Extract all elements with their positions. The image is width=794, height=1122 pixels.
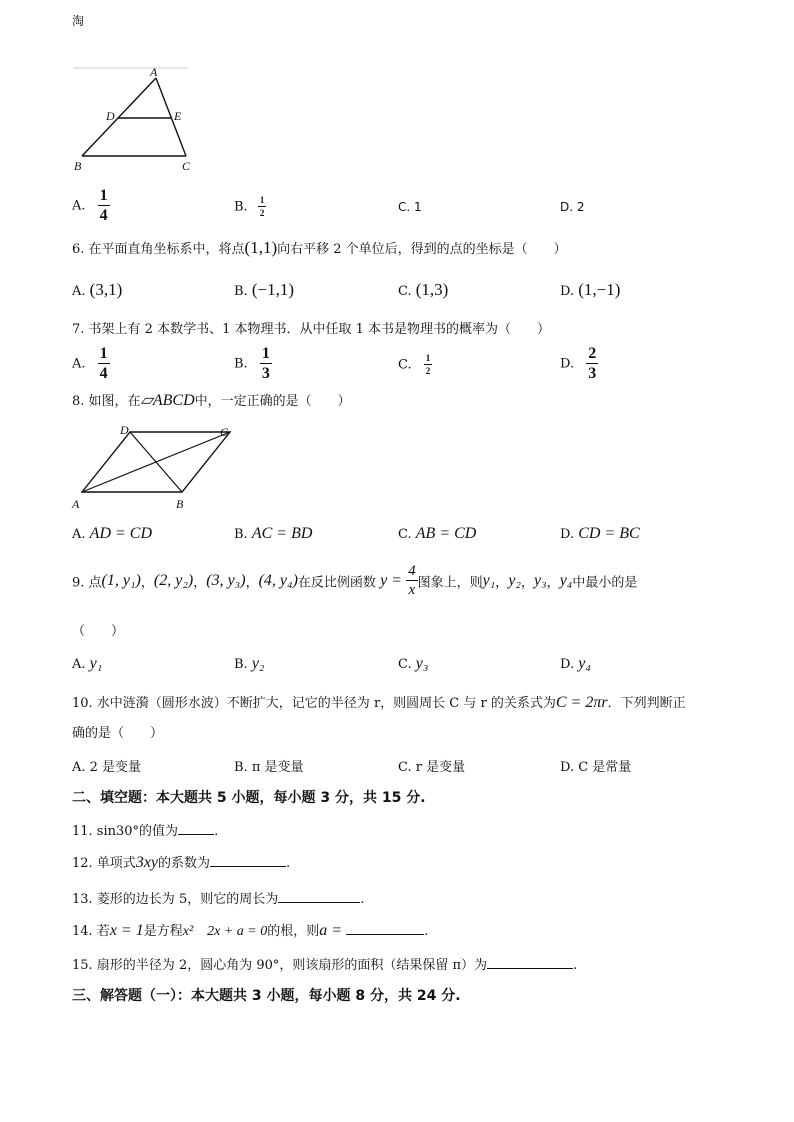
label-c: C (182, 159, 191, 173)
q5-option-c[interactable]: C. 1 (398, 200, 422, 214)
q13: 13. 菱形的边长为 5，则它的周长为 . (72, 892, 365, 907)
q5-option-a[interactable]: A. $\frac{1}{4}$ (72, 187, 108, 224)
q8-option-a[interactable]: A. AD = CD (72, 525, 153, 542)
q12-answer-blank[interactable] (210, 854, 286, 867)
header-mark: 淘 (72, 14, 85, 28)
triangle-figure (68, 62, 208, 178)
q6-option-a[interactable]: A. (3,1) (72, 280, 123, 299)
label-a: A (72, 497, 80, 511)
label-b: B (176, 497, 184, 511)
segment-ab (82, 78, 156, 156)
q5-option-b[interactable]: B. $\frac{1}{2}$ (234, 195, 265, 218)
q9-stem: 9. 点(1, y₁)，(2, y₂)，(3, y₃)，(4, y₄)在反比例函数 y = $\frac{4}{x}$ 图象上，则y₁，y₂，y₃，y₄中最小的是 (72, 563, 638, 598)
label-e: E (174, 109, 182, 123)
q10-option-b[interactable]: B. π 是变量 (234, 760, 304, 775)
q7-option-d[interactable]: D. $\frac{2}{3}$ (560, 345, 597, 382)
q9-option-b[interactable]: B. y₂ (234, 655, 265, 672)
q7-option-c[interactable]: C. $\frac{1}{2}$ (398, 353, 431, 376)
q9-option-c[interactable]: C. y₃ (398, 655, 429, 672)
q6-option-d[interactable]: D. (1,−1) (560, 280, 621, 299)
label-d: D (106, 109, 115, 123)
q9-option-a[interactable]: A. y₁ (72, 655, 103, 672)
label-d: D (120, 423, 129, 437)
q9-paren: （ ） (72, 624, 125, 639)
q7-option-a[interactable]: A. $\frac{1}{4}$ (72, 345, 108, 382)
q5-a-fraction: $\frac{1}{4}$ (99, 187, 108, 224)
q6-stem: 6. 在平面直角坐标系中，将点(1,1)向右平移 2 个单位后，得到的点的坐标是（ ） (72, 238, 567, 257)
q8-option-c[interactable]: C. AB = CD (398, 525, 477, 542)
q10-formula: C = 2πr (555, 694, 608, 711)
q5-b-fraction: $\frac{1}{2}$ (259, 195, 265, 218)
q8-option-b[interactable]: B. AC = BD (234, 525, 313, 542)
q15-answer-blank[interactable] (487, 956, 573, 969)
q9-option-d[interactable]: D. y₄ (560, 655, 591, 672)
q6-point: (1,1) (244, 238, 278, 257)
q13-answer-blank[interactable] (278, 890, 360, 903)
q10-option-c[interactable]: C. r 是变量 (398, 760, 466, 775)
label-a: A (150, 65, 158, 79)
section-3-title: 三、解答题（一）：本大题共 3 小题，每小题 8 分，共 24 分. (72, 988, 461, 1004)
q6-option-c[interactable]: C. (1,3) (398, 280, 449, 299)
diagonal-bd (130, 432, 182, 492)
q14: 14. 若x = 1是方程x² 2x + a = 0的根，则a = . (72, 922, 429, 939)
q8-option-d[interactable]: D. CD = BC (560, 525, 640, 542)
label-b: B (74, 159, 82, 173)
q9-fraction: $\frac{4}{x}$ (408, 563, 416, 598)
q7-option-b[interactable]: B. $\frac{1}{3}$ (234, 345, 270, 382)
segment-ac (156, 78, 186, 156)
q8-parallelogram: ▱ABCD (140, 392, 195, 409)
q7-stem: 7. 书架上有 2 本数学书、1 本物理书．从中任取 1 本书是物理书的概率为（ ） (72, 322, 551, 337)
q10-stem-line1: 10. 水中涟漪（圆形水波）不断扩大，记它的半径为 r，则圆周长 C 与 r 的关系式为C = 2πr．下列判断正 (72, 694, 686, 711)
label-c: C (220, 425, 229, 439)
q10-stem-line2: 确的是（ ） (72, 726, 164, 741)
q6-option-b[interactable]: B. (−1,1) (234, 280, 294, 299)
q15: 15. 扇形的半径为 2，圆心角为 90°，则该扇形的面积（结果保留 π）为 . (72, 958, 578, 973)
q10-option-a[interactable]: A. 2 是变量 (72, 760, 142, 775)
q8-stem: 8. 如图，在▱ABCD中，一定正确的是（ ） (72, 392, 351, 409)
q5-option-d[interactable]: D. 2 (560, 200, 585, 214)
parallelogram-figure (68, 422, 248, 514)
section-2-title: 二、填空题：本大题共 5 小题，每小题 3 分，共 15 分. (72, 790, 426, 806)
q12: 12. 单项式3xy的系数为 . (72, 854, 291, 871)
q14-answer-blank[interactable] (346, 922, 424, 935)
q11-answer-blank[interactable] (178, 822, 214, 835)
q11: 11. sin30°的值为 . (72, 824, 219, 839)
q10-option-d[interactable]: D. C 是常量 (560, 760, 632, 775)
